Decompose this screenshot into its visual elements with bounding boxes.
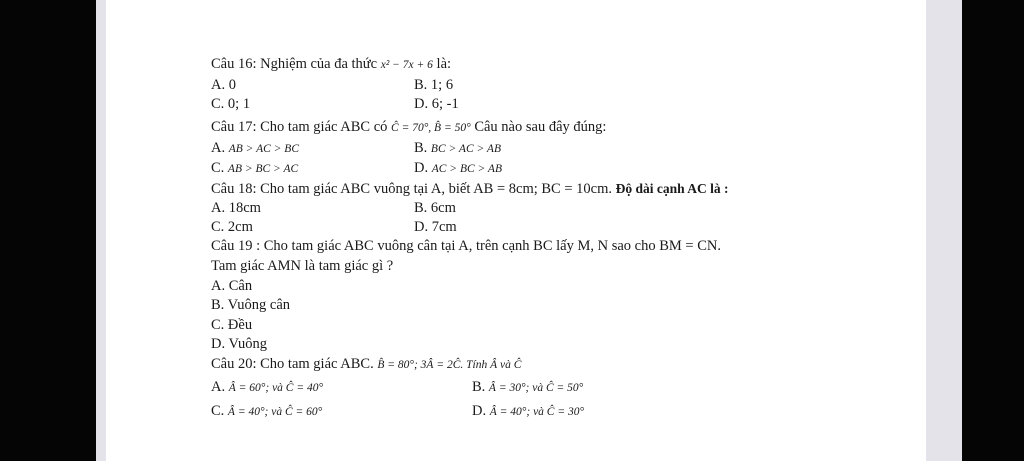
q20-b-text: Â = 30°; và Ĉ = 50° bbox=[488, 382, 584, 394]
q20-option-d bbox=[472, 402, 584, 421]
q20-stem-line bbox=[211, 355, 521, 374]
q17-option-a bbox=[211, 139, 299, 158]
q17-d-label: D. bbox=[414, 160, 429, 176]
q20-c-text: Â = 40°; và Ĉ = 60° bbox=[227, 406, 323, 418]
q20-option-a bbox=[211, 378, 323, 397]
q17-option-d bbox=[414, 159, 502, 178]
q20-a-label: A. bbox=[211, 379, 226, 395]
left-margin bbox=[96, 0, 106, 461]
q18-option-b: B. 6cm bbox=[414, 200, 456, 216]
q16-stem: Câu 16: Nghiệm của đa thức bbox=[211, 56, 378, 72]
q18-stem: Câu 18: Cho tam giác ABC vuông tại A, biết AB = 8cm; BC = 10cm. bbox=[211, 181, 612, 197]
q18-option-d: D. 7cm bbox=[414, 219, 457, 235]
q20-d-label: D. bbox=[472, 403, 487, 419]
q17-option-c bbox=[211, 159, 298, 178]
q20-a-text: Â = 60°; và Ĉ = 40° bbox=[228, 382, 324, 394]
q18-stem-line bbox=[211, 180, 729, 198]
q18-question: Độ dài cạnh AC là : bbox=[615, 181, 729, 196]
q17-c-text: AB > BC > AC bbox=[227, 163, 299, 175]
q17-a-label: A. bbox=[211, 140, 226, 156]
left-black-bar bbox=[0, 0, 96, 461]
q17-given: Ĉ = 70°, B̂ = 50° bbox=[391, 122, 471, 134]
q20-d-text: Â = 40°; và Ĉ = 30° bbox=[489, 406, 585, 418]
q17-stem-line bbox=[211, 118, 606, 137]
q20-stem: Câu 20: Cho tam giác ABC. bbox=[211, 356, 374, 372]
q16-row1 bbox=[211, 76, 236, 94]
q19-option-b: B. Vuông cân bbox=[211, 297, 291, 313]
q17-b-text: BC > AC > AB bbox=[430, 143, 501, 155]
q20-c-label: C. bbox=[211, 403, 225, 419]
q20-b-label: B. bbox=[472, 379, 486, 395]
q18-option-a: A. 18cm bbox=[211, 200, 261, 216]
q16-option-b: B. 1; 6 bbox=[414, 77, 454, 93]
q19-option-a: A. Cân bbox=[211, 278, 253, 294]
right-margin bbox=[926, 0, 962, 461]
q19-stem: Câu 19 : Cho tam giác ABC vuông cân tại A, trên cạnh BC lấy M, N sao cho BM = CN. bbox=[211, 238, 721, 254]
q17-d-text: AC > BC > AB bbox=[431, 163, 502, 175]
q17-c-label: C. bbox=[211, 160, 225, 176]
q20-option-c bbox=[211, 402, 322, 421]
q17-tail: Câu nào sau đây đúng: bbox=[474, 119, 607, 135]
q20-given: B̂ = 80°; 3Â = 2Ĉ bbox=[377, 359, 461, 371]
q16-option-c: C. 0; 1 bbox=[211, 96, 251, 112]
q20-tail: . Tính Â và Ĉ bbox=[460, 359, 522, 371]
right-black-bar bbox=[962, 0, 1024, 461]
q17-option-b bbox=[414, 139, 501, 158]
q16-stem-line bbox=[211, 55, 451, 74]
q18-option-c: C. 2cm bbox=[211, 219, 253, 235]
q17-b-label: B. bbox=[414, 140, 428, 156]
q17-stem: Câu 17: Cho tam giác ABC có bbox=[211, 119, 388, 135]
q19-option-d: D. Vuông bbox=[211, 336, 268, 352]
q20-option-b bbox=[472, 378, 583, 397]
q16-tail: là: bbox=[436, 56, 452, 72]
q16-poly: x² − 7x + 6 bbox=[380, 59, 433, 71]
q19-option-c: C. Đều bbox=[211, 317, 253, 333]
q16-option-a: A. 0 bbox=[211, 77, 236, 93]
q16-option-d: D. 6; -1 bbox=[414, 96, 459, 112]
q17-a-text: AB > AC > BC bbox=[228, 143, 299, 155]
q19-stem2: Tam giác AMN là tam giác gì ? bbox=[211, 258, 394, 274]
